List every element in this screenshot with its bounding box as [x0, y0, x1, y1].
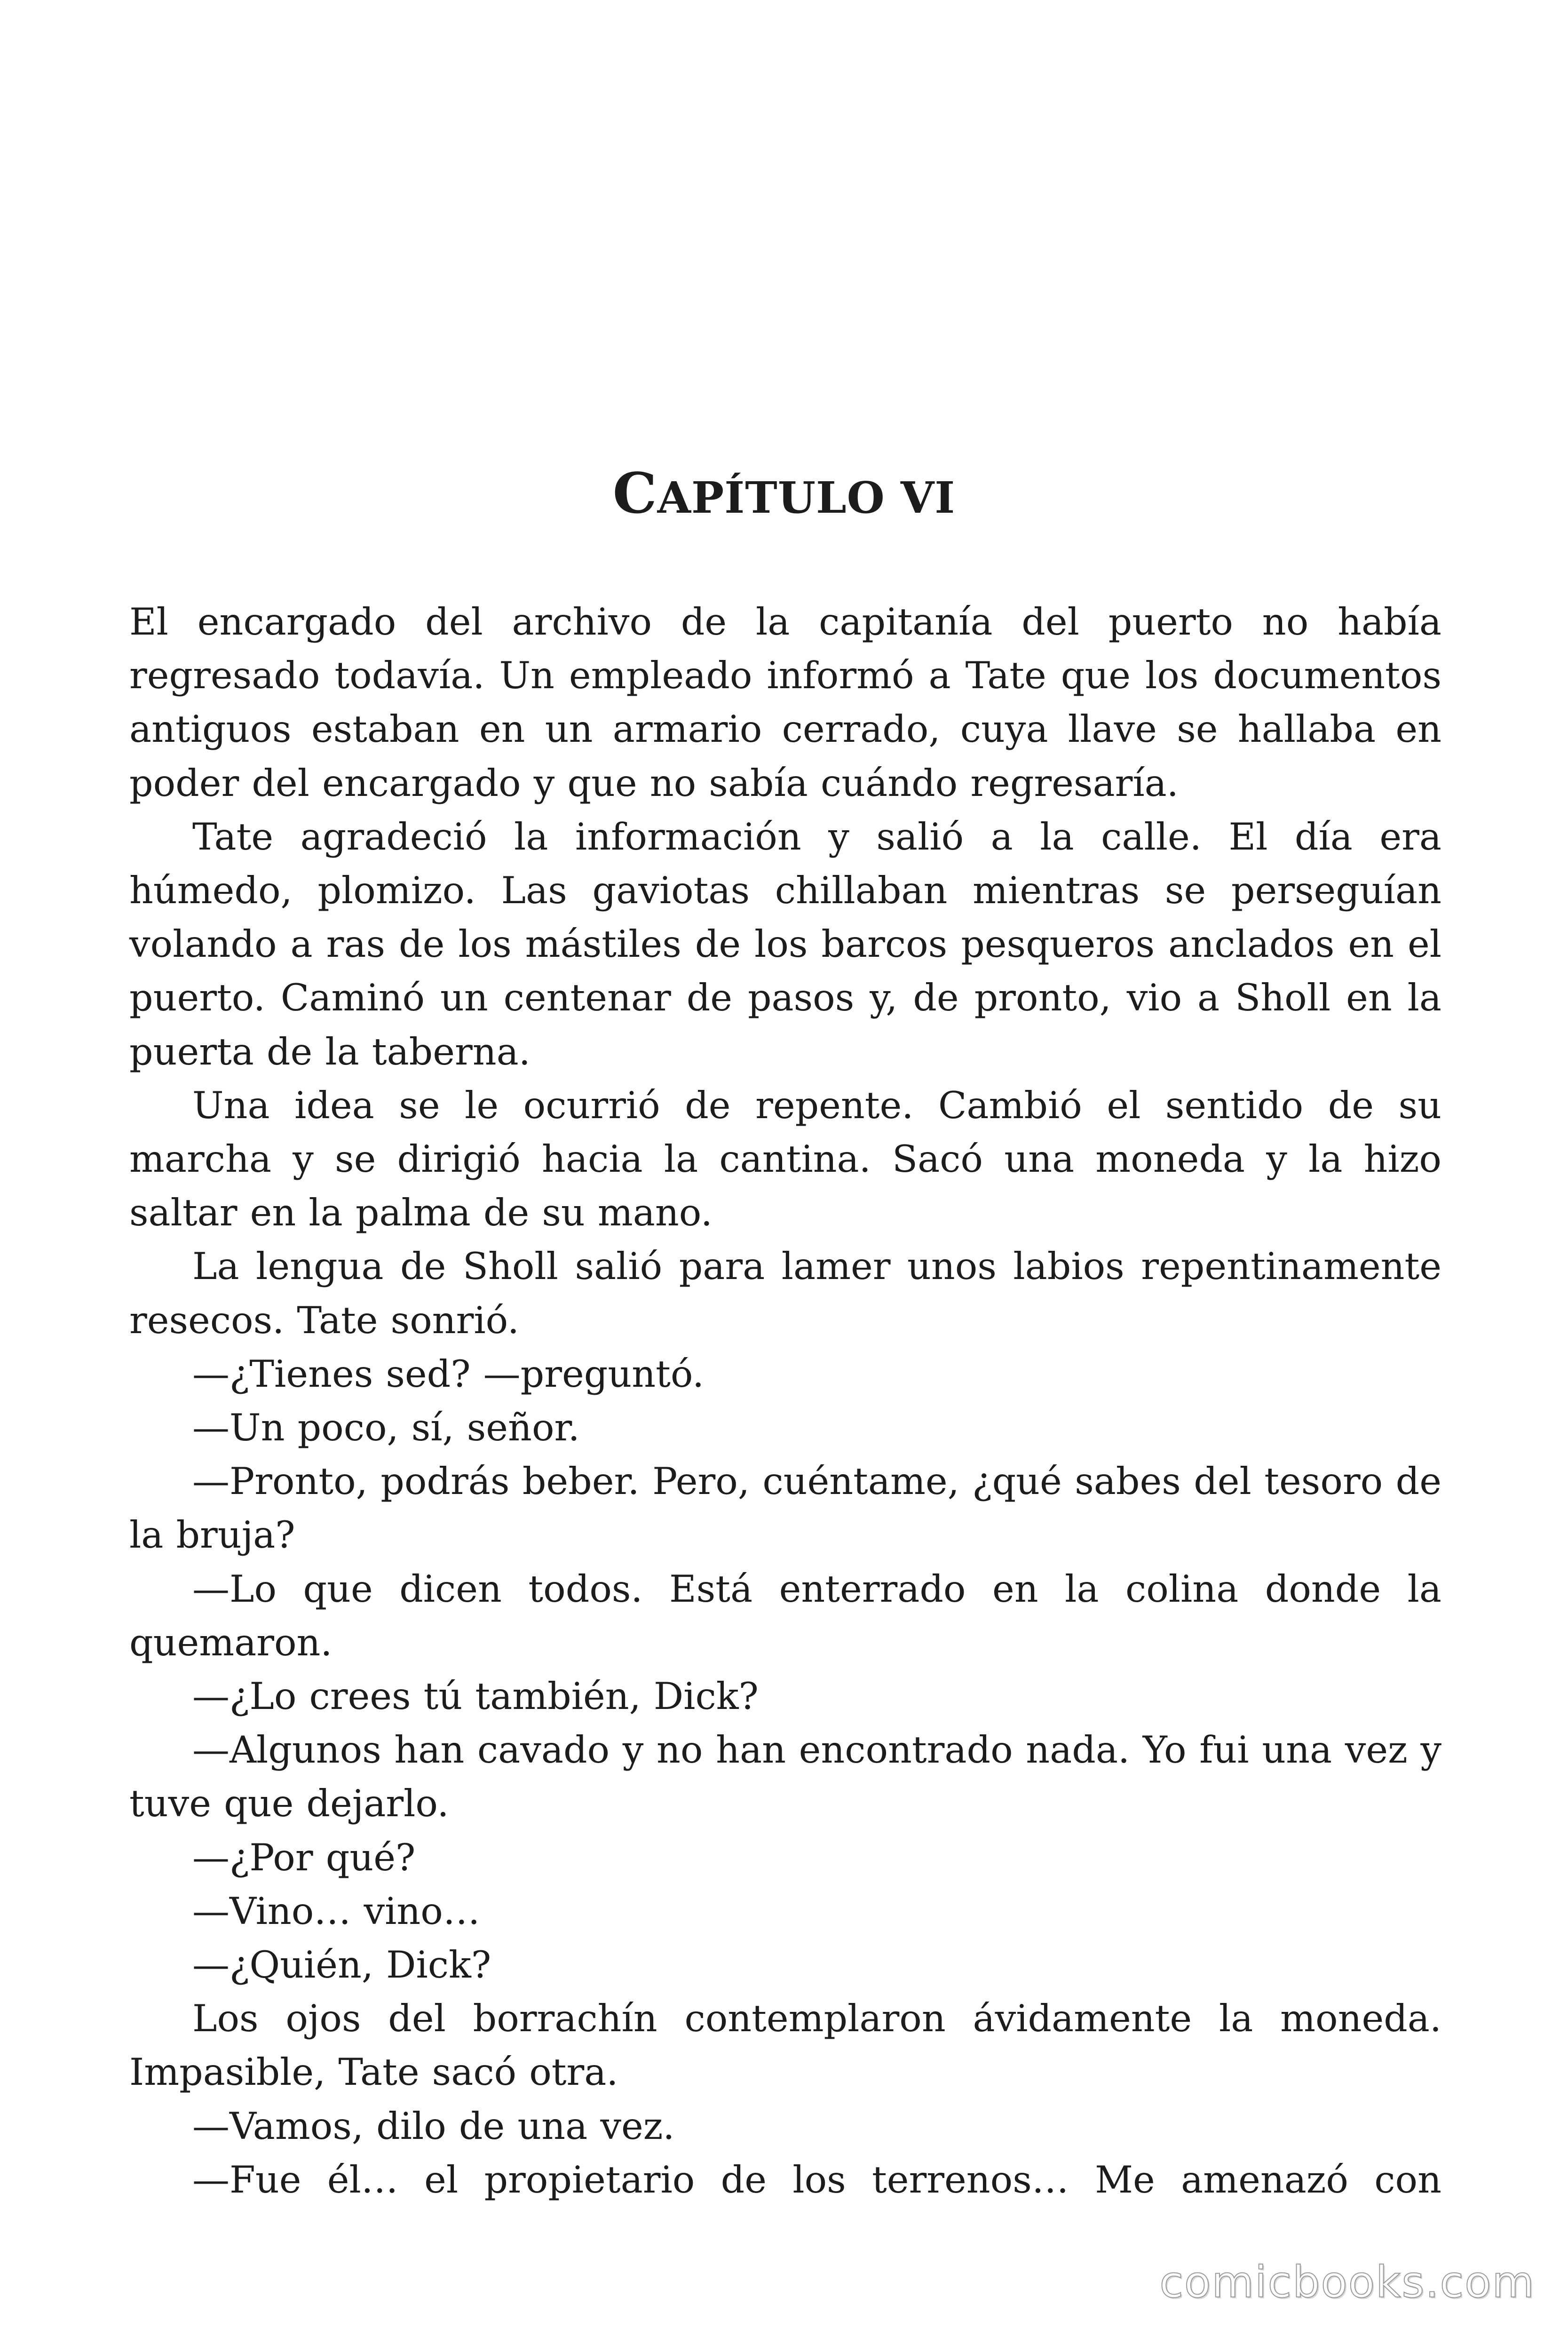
- dialogue-line: —¿Quién, Dick?: [192, 1943, 491, 1987]
- dialogue-line: —Algunos han cavado y no han encontrado nada. Yo fui una vez y tuve que dejarlo.: [129, 1728, 1441, 1826]
- dialogue-line: —Vino… vino…: [192, 1889, 480, 1933]
- chapter-title-initial: C: [612, 461, 657, 526]
- dialogue-line: —Vamos, dilo de una vez.: [192, 2104, 675, 2148]
- dialogue-line: —¿Lo crees tú también, Dick?: [192, 1675, 759, 1718]
- chapter-title-rest: APÍTULO VI: [657, 472, 956, 523]
- paragraph: Tate agradeció la información y salió a la calle. El día era húmedo, plomizo. Las gaviotas chillaban mientras se perseguían volando a ras de los mástiles de los barcos pesqueros anclados en el puerto. Caminó un centenar de pasos y, de pronto, vio a Sholl en la puerta de la taberna.: [129, 815, 1441, 1073]
- dialogue-line: —¿Por qué?: [192, 1836, 416, 1879]
- dialogue-line: —Fue él… el propietario de los terrenos… Me amenazó con: [192, 2158, 1441, 2201]
- dialogue-line: —Pronto, podrás beber. Pero, cuéntame, ¿qué sabes del tesoro de la bruja?: [129, 1460, 1441, 1557]
- paragraph: La lengua de Sholl salió para lamer unos labios repentinamente resecos. Tate sonrió.: [129, 1245, 1441, 1342]
- dialogue-line: —Lo que dicen todos. Está enterrado en la colina donde la quemaron.: [129, 1567, 1441, 1664]
- paragraph: Una idea se le ocurrió de repente. Cambió el sentido de su marcha y se dirigió hacia la cantina. Sacó una moneda y la hizo saltar en la palma de su mano.: [129, 1083, 1441, 1235]
- watermark-logo: comicbooks.com: [1159, 2257, 1535, 2307]
- chapter-title: [0, 461, 1568, 526]
- paragraph: Los ojos del borrachín contemplaron ávidamente la moneda. Impasible, Tate sacó otra.: [129, 1997, 1441, 2094]
- dialogue-line: —Un poco, sí, señor.: [192, 1406, 580, 1450]
- chapter-body: [129, 595, 1441, 2207]
- paragraph: El encargado del archivo de la capitanía del puerto no había regresado todavía. Un empleado informó a Tate que los documentos antiguos estaban en un armario cerrado, cuya llave se hallaba en poder del encargado y que no sabía cuándo regresaría.: [129, 600, 1441, 805]
- dialogue-line: —¿Tienes sed? —preguntó.: [192, 1352, 705, 1396]
